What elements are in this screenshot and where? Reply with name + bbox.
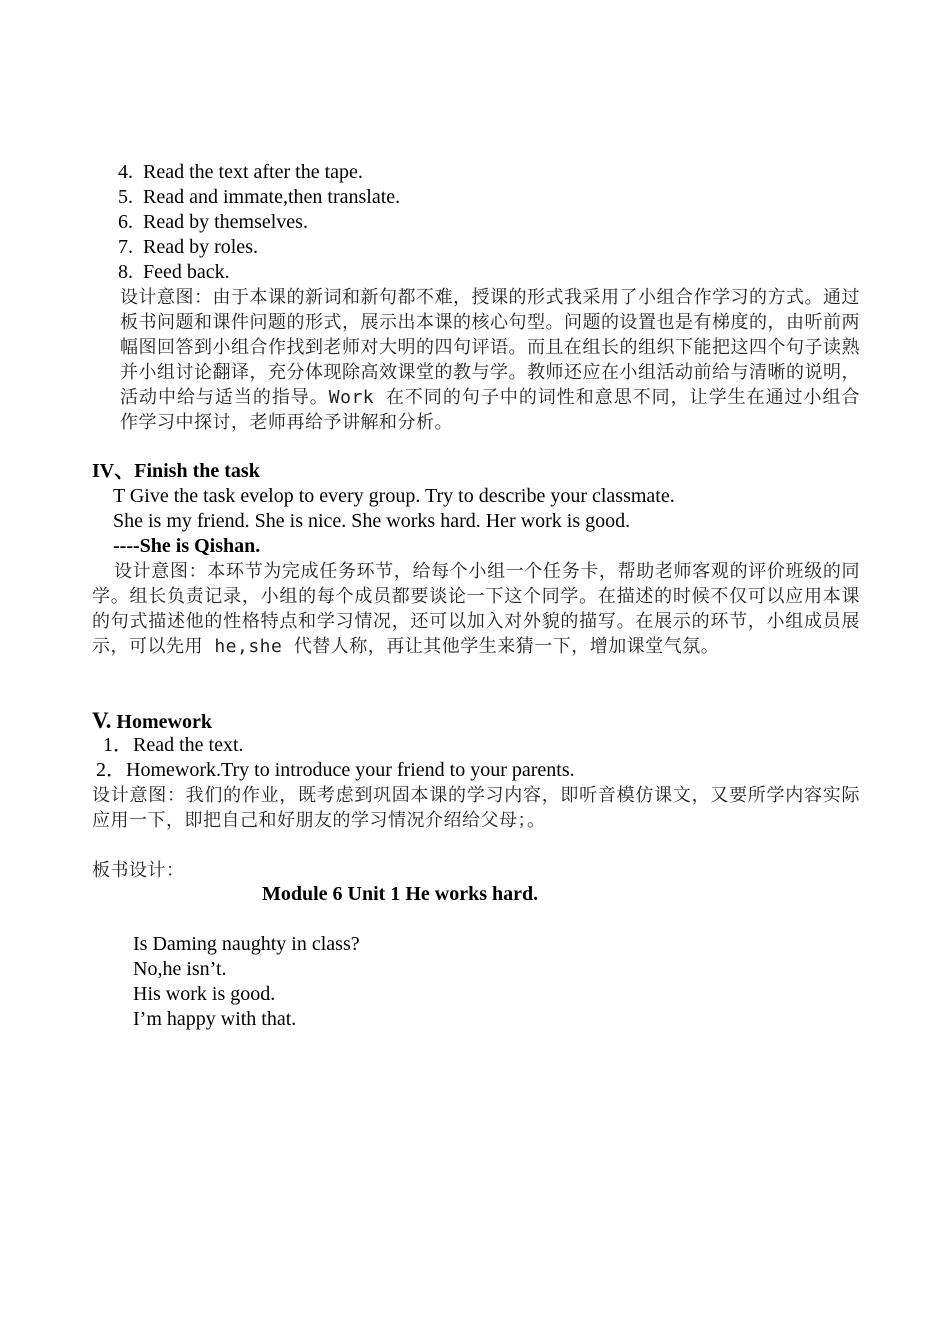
step-item: 6. Read by themselves. [118,211,308,233]
board-line: His work is good. [133,983,276,1005]
design-intent-paragraph: 设计意图：本环节为完成任务环节，给每个小组一个任务卡，帮助老师客观的评价班级的同学。组长负责记录，小组的每个成员都要谈论一下这个同学。在描述的时候不仅可以应用本课的句式描述他的性格特点和学习情况，还可以加入对外貌的描写。在展示的环节，小组成员展示，可以先用 he,she 代替人称，再让其他学生来猜一下，增加课堂气氛。 [92,561,860,657]
section-heading: V. Homework [92,708,212,733]
step-item: 7. Read by roles. [118,236,258,258]
board-title: Module 6 Unit 1 He works hard. [262,883,539,905]
step-item: 8. Feed back. [118,261,230,283]
board-line: I’m happy with that. [133,1008,297,1030]
board-line: Is Daming naughty in class? [133,933,360,955]
section-heading: IV、Finish the task [92,460,260,482]
task-line: T Give the task evelop to every group. Try to describe your classmate. [113,485,675,507]
design-intent-paragraph: 设计意图：我们的作业，既考虑到巩固本课的学习内容，即听音模仿课文，又要所学内容实际应用一下，即把自己和好朋友的学习情况介绍给父母；。 [92,785,860,831]
homework-item: 2．Homework.Try to introduce your friend to your parents. [96,759,575,781]
homework-item: 1．Read the text. [103,734,244,756]
task-answer: ----She is Qishan. [113,535,261,557]
board-line: No,he isn’t. [133,958,227,980]
board-label: 板书设计： [92,860,185,881]
step-item: 5. Read and immate,then translate. [118,186,401,208]
task-line: She is my friend. She is nice. She works hard. Her work is good. [113,510,631,532]
step-item: 4. Read the text after the tape. [118,161,363,183]
design-intent-paragraph: 设计意图：由于本课的新词和新句都不难，授课的形式我采用了小组合作学习的方式。通过板书问题和课件问题的形式，展示出本课的核心句型。问题的设置也是有梯度的，由听前两幅图回答到小组合作找到老师对大明的四句评语。而且在组长的组织下能把这四个句子读熟并小组讨论翻译，充分体现除高效课堂的教与学。教师还应在小组活动前给与清晰的说明，活动中给与适当的指导。Work 在不同的句子中的词性和意思不同，让学生在通过小组合作学习中探讨，老师再给予讲解和分析。 [120,287,860,433]
